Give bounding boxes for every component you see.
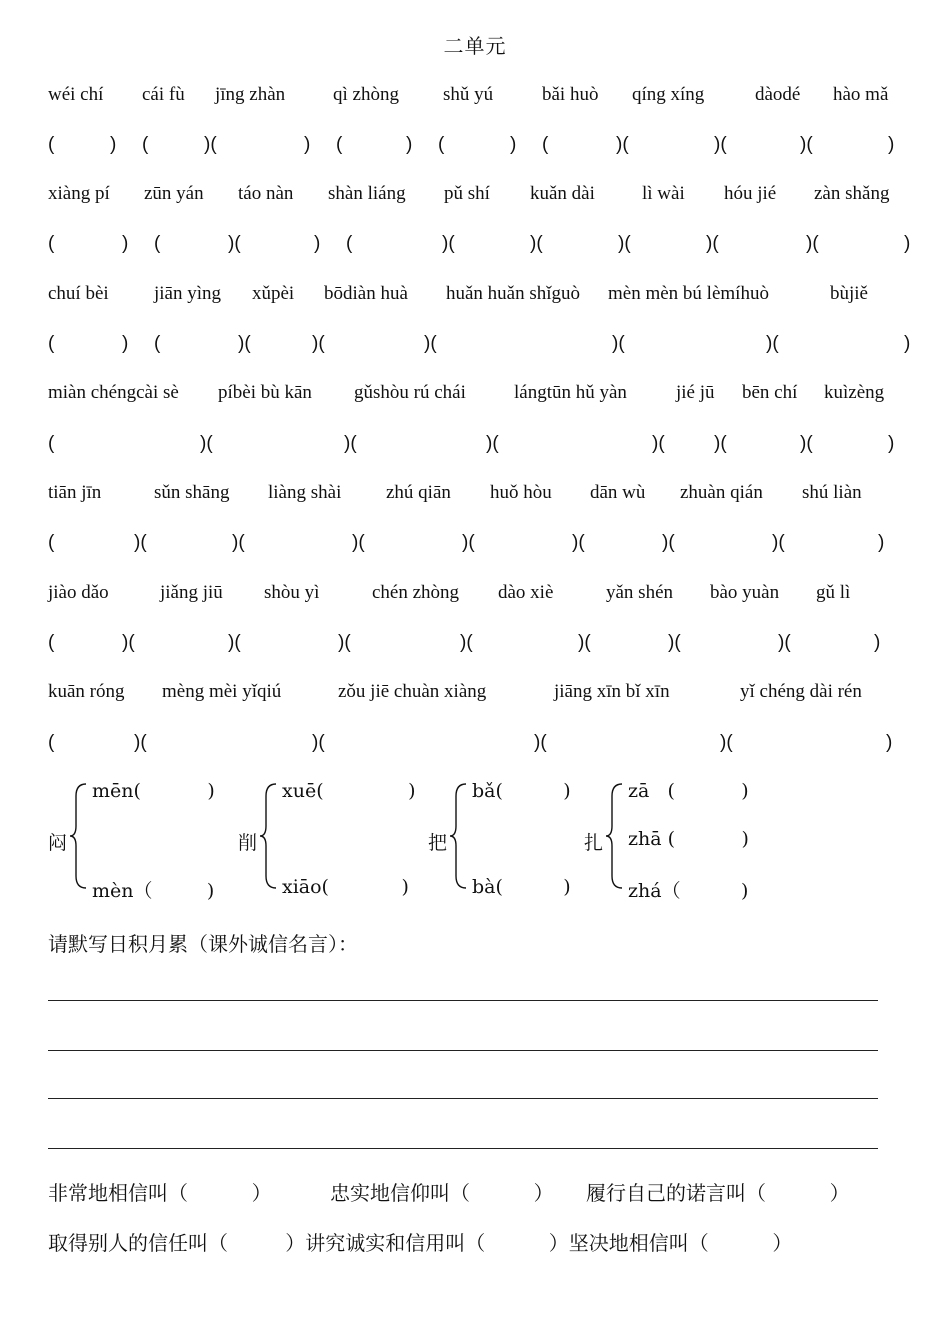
pinyin-option[interactable]: xuē( ) (282, 780, 416, 802)
bracket[interactable]: ) (888, 134, 895, 155)
pinyin-word: bùjiě (830, 283, 868, 304)
pinyin-word: huǎn huǎn shǐguò (446, 283, 581, 304)
pinyin-option[interactable]: mèn（ ) (92, 880, 215, 902)
pinyin-word: xǔpèi (252, 283, 295, 304)
pinyin-word: pǔ shí (444, 183, 490, 204)
pinyin-word: mèng mèi yǐqiú (162, 681, 282, 702)
bracket[interactable]: )( (662, 532, 675, 553)
bracket[interactable]: ( (336, 134, 343, 155)
bracket[interactable]: )( (720, 732, 733, 753)
bracket[interactable]: ) (110, 134, 117, 155)
pinyin-word: bǎi huò (542, 84, 599, 105)
bracket[interactable]: ) (122, 233, 129, 254)
polyphone-char: 把 (428, 832, 448, 854)
polyphone-group (48, 780, 248, 900)
bracket[interactable]: )( (772, 532, 785, 553)
pinyin-option[interactable]: zā ( ) (628, 780, 749, 802)
pinyin-word: chén zhòng (372, 582, 460, 603)
bracket[interactable]: )( (668, 632, 681, 653)
bracket[interactable]: )( (122, 632, 135, 653)
answer-line[interactable] (48, 1098, 878, 1099)
bracket[interactable]: )( (534, 732, 547, 753)
pinyin-word: mèn mèn bú lèmíhuò (608, 283, 769, 304)
bracket[interactable]: )( (806, 233, 819, 254)
bracket[interactable]: )( (766, 333, 779, 354)
bracket[interactable]: ) (878, 532, 885, 553)
pinyin-word: dān wù (590, 482, 646, 503)
page-title: 二单元 (443, 34, 507, 58)
bracket[interactable]: )( (612, 333, 625, 354)
bracket[interactable]: )( (530, 233, 543, 254)
pinyin-word: tiān jīn (48, 482, 102, 503)
pinyin-word: zhuàn qián (680, 482, 763, 503)
pinyin-word: wéi chí (48, 84, 104, 105)
pinyin-option[interactable]: mēn( ) (92, 780, 215, 802)
bracket[interactable]: )( (312, 333, 325, 354)
bracket[interactable]: ) (888, 433, 895, 454)
pinyin-word: qíng xíng (632, 84, 705, 105)
pinyin-word: dàodé (755, 84, 801, 105)
pinyin-word: yǎn shén (606, 582, 674, 603)
answer-line[interactable] (48, 1000, 878, 1001)
bracket[interactable]: )( (204, 134, 217, 155)
bracket[interactable]: )( (352, 532, 365, 553)
bracket[interactable]: )( (238, 333, 251, 354)
pinyin-option[interactable]: bà( ) (472, 876, 571, 898)
answer-line[interactable] (48, 1148, 878, 1149)
pinyin-word: jiān yìng (154, 283, 222, 304)
bracket[interactable]: )( (312, 732, 325, 753)
phrase-blank[interactable]: 非常地相信叫（ ） (48, 1181, 272, 1205)
pinyin-word: lángtūn hǔ yàn (514, 382, 627, 403)
bracket[interactable]: )( (344, 433, 357, 454)
pinyin-word: bōdiàn huà (324, 283, 408, 304)
bracket[interactable]: ( (48, 632, 55, 653)
pinyin-word: jié jū (676, 382, 715, 403)
pinyin-word: huǒ hòu (490, 482, 552, 503)
pinyin-word: hóu jié (724, 183, 777, 204)
bracket[interactable]: ( (48, 532, 55, 553)
bracket[interactable]: ( (542, 134, 549, 155)
phrase-blank[interactable]: 履行自己的诺言叫（ ） (586, 1181, 850, 1205)
pinyin-word: jiǎng jiū (160, 582, 223, 603)
bracket[interactable]: )( (338, 632, 351, 653)
bracket[interactable]: ( (142, 134, 149, 155)
bracket[interactable]: )( (572, 532, 585, 553)
pinyin-word: táo nàn (238, 183, 294, 204)
pinyin-option[interactable]: xiāo( ) (282, 876, 409, 898)
pinyin-word: kuìzèng (824, 382, 885, 403)
bracket[interactable]: )( (134, 732, 147, 753)
pinyin-word: gǔ lì (816, 582, 851, 603)
pinyin-word: gǔshòu rú chái (354, 382, 466, 403)
bracket[interactable]: ( (48, 134, 55, 155)
pinyin-option[interactable]: bǎ( ) (472, 780, 571, 802)
pinyin-word: yǐ chéng dài rén (740, 681, 862, 702)
pinyin-word: jīng zhàn (215, 84, 286, 105)
bracket[interactable]: ) (304, 134, 311, 155)
polyphone-group (428, 780, 608, 900)
phrase-blank[interactable]: 取得别人的信任叫（ ）讲究诚实和信用叫（ ）坚决地相信叫（ ） (48, 1231, 793, 1255)
bracket[interactable]: ) (314, 233, 321, 254)
pinyin-word: zhú qiān (386, 482, 451, 503)
bracket[interactable]: ) (886, 732, 893, 753)
left-brace-icon (448, 782, 470, 890)
bracket[interactable]: )( (778, 632, 791, 653)
bracket[interactable]: )( (200, 433, 213, 454)
pinyin-word: shǔ yú (443, 84, 494, 105)
bracket[interactable]: ) (406, 134, 413, 155)
bracket[interactable]: )( (442, 233, 455, 254)
pinyin-word: píbèi bù kān (218, 382, 312, 403)
bracket[interactable]: )( (714, 134, 727, 155)
polyphone-char: 闷 (48, 832, 68, 854)
pinyin-word: qì zhòng (333, 84, 399, 105)
pinyin-word: chuí bèi (48, 283, 109, 304)
pinyin-word: kuǎn dài (530, 183, 595, 204)
polyphone-group (238, 780, 438, 900)
bracket[interactable]: )( (616, 134, 629, 155)
bracket[interactable]: )( (800, 134, 813, 155)
bracket[interactable]: ) (874, 632, 881, 653)
bracket[interactable]: )( (618, 233, 631, 254)
bracket[interactable]: )( (228, 233, 241, 254)
polyphone-char: 扎 (584, 832, 604, 854)
pinyin-word: liàng shài (268, 482, 342, 503)
pinyin-word: jiāng xīn bǐ xīn (554, 681, 670, 702)
left-brace-icon (258, 782, 280, 890)
pinyin-word: miàn chéngcài sè (48, 382, 179, 403)
pinyin-word: zàn shǎng (814, 183, 890, 204)
pinyin-word: zǒu jiē chuàn xiàng (338, 681, 487, 702)
pinyin-word: zūn yán (144, 183, 204, 204)
bracket[interactable]: )( (714, 433, 727, 454)
bracket[interactable]: )( (800, 433, 813, 454)
bracket[interactable]: )( (424, 333, 437, 354)
bracket[interactable]: )( (462, 532, 475, 553)
bracket[interactable]: )( (232, 532, 245, 553)
pinyin-word: kuān róng (48, 681, 125, 702)
bracket[interactable]: ( (154, 333, 161, 354)
bracket[interactable]: ( (346, 233, 353, 254)
pinyin-word: hào mǎ (833, 84, 889, 105)
pinyin-word: dào xiè (498, 582, 554, 603)
pinyin-option[interactable]: zhā ( ) (628, 828, 749, 850)
pinyin-word: jiào dǎo (48, 582, 109, 603)
bracket[interactable]: ( (48, 333, 55, 354)
polyphone-char: 削 (238, 832, 258, 854)
bracket[interactable]: ) (904, 333, 911, 354)
bracket[interactable]: )( (652, 433, 665, 454)
bracket[interactable]: ( (438, 134, 445, 155)
bracket[interactable]: ( (48, 732, 55, 753)
bracket[interactable]: )( (460, 632, 473, 653)
bracket[interactable]: ( (154, 233, 161, 254)
left-brace-icon (68, 782, 90, 890)
pinyin-word: shàn liáng (328, 183, 406, 204)
pinyin-word: bēn chí (742, 382, 798, 403)
bracket[interactable]: )( (134, 532, 147, 553)
bracket[interactable]: ) (904, 233, 911, 254)
left-brace-icon (604, 782, 626, 890)
pinyin-word: cái fù (142, 84, 185, 105)
pinyin-word: lì wài (642, 183, 685, 204)
bracket[interactable]: )( (486, 433, 499, 454)
pinyin-word: sǔn shāng (154, 482, 230, 503)
bracket[interactable]: ) (122, 333, 129, 354)
pinyin-option[interactable]: zhá（ ) (628, 880, 749, 902)
bracket[interactable]: )( (578, 632, 591, 653)
pinyin-word: xiàng pí (48, 183, 110, 204)
phrase-blank[interactable]: 忠实地信仰叫（ ） (330, 1181, 554, 1205)
bracket[interactable]: ( (48, 233, 55, 254)
section-heading: 请默写日积月累（课外诚信名言）： (48, 932, 358, 956)
pinyin-word: shòu yì (264, 582, 320, 603)
bracket[interactable]: ) (510, 134, 517, 155)
bracket[interactable]: )( (706, 233, 719, 254)
bracket[interactable]: ( (48, 433, 55, 454)
answer-line[interactable] (48, 1050, 878, 1051)
polyphone-group (584, 780, 784, 900)
bracket[interactable]: )( (228, 632, 241, 653)
pinyin-word: shú liàn (802, 482, 862, 503)
pinyin-word: bào yuàn (710, 582, 780, 603)
